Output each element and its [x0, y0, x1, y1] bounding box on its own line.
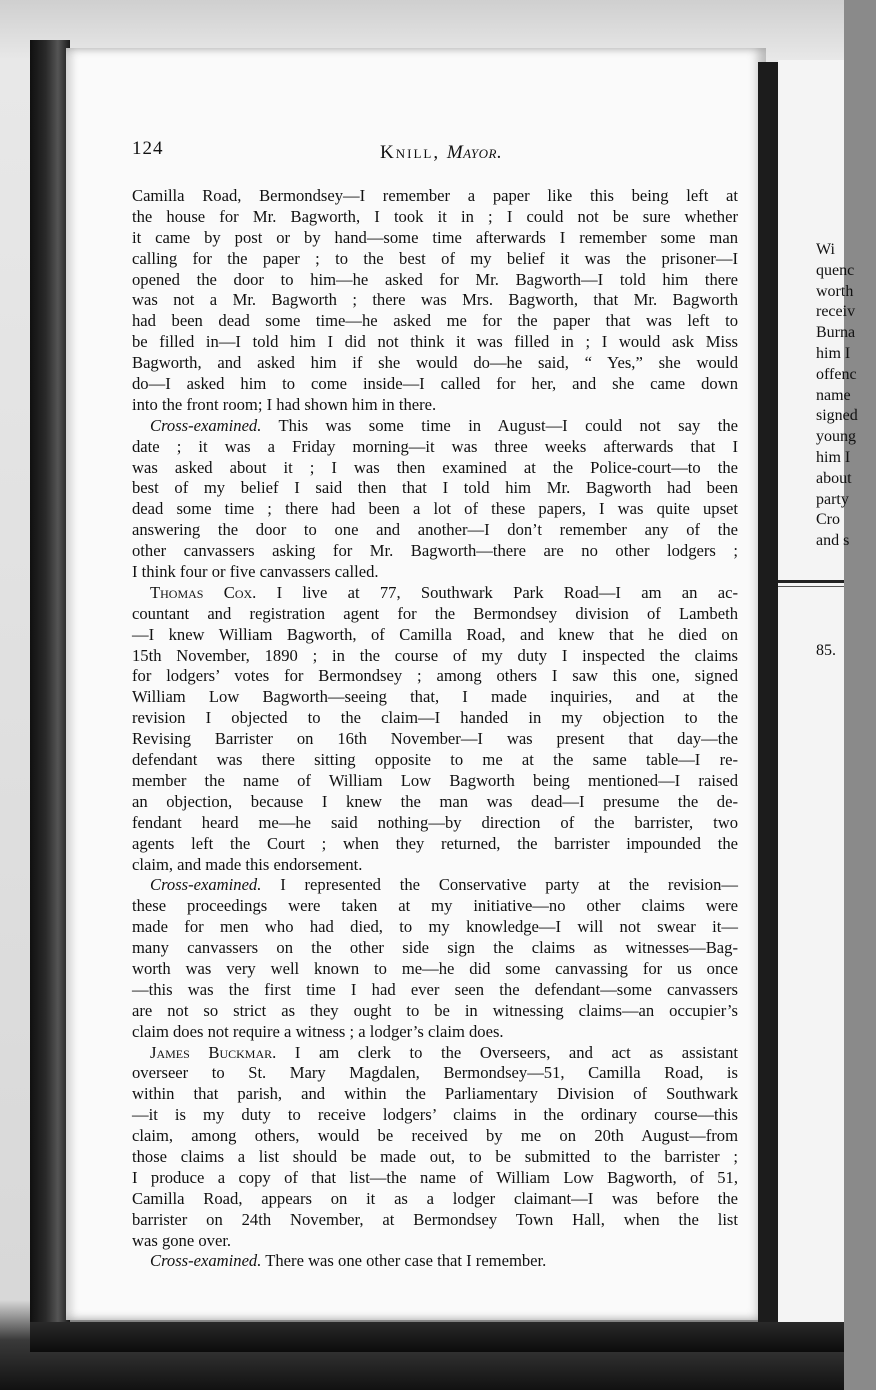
text-line: member the name of William Low Bagworth being mentioned—I raised [132, 770, 738, 790]
text-line: for lodgers’ votes for Bermondsey ; among others I saw this one, signed [132, 666, 738, 686]
text-line: Cross-examined. I represented the Conservative party at the revision— [150, 875, 738, 895]
text-line: Camilla Road, Bermondsey—I remember a paper like this being left at [132, 186, 738, 205]
book-bottom-edge [30, 1322, 844, 1352]
book-binding-left [30, 40, 70, 1340]
facing-page-text [816, 240, 876, 552]
text-line: was asked about it ; I was then examined at the Police-court—to the [132, 457, 738, 477]
text-line: other canvassers asking for Mr. Bagworth—there are no other lodgers ; [132, 541, 738, 561]
text-line: defendant was there sitting opposite to me at the same table—I re- [132, 750, 738, 770]
text-line: claim does not require a witness ; a lodger’s claim does. [132, 1021, 504, 1041]
running-title [380, 142, 502, 164]
text-line: Cross-examined. This was some time in August—I could not say the [150, 415, 738, 435]
text-line: had been dead some time—he asked me for the paper that was left to [132, 311, 738, 331]
text-line: answering the door to one and another—I don’t remember any of the [132, 520, 738, 540]
page-body-text [132, 186, 738, 1272]
facing-page-line: him I [816, 344, 851, 362]
text-line: overseer to St. Mary Magdalen, Bermondsey—51, Camilla Road, is [132, 1063, 738, 1083]
text-line: Revising Barrister on 16th November—I was present that day—the [132, 729, 738, 749]
text-line: Bagworth, and asked him if she would do—he said, “ Yes,” she would [132, 353, 738, 373]
text-line: countant and registration agent for the Bermondsey division of Lambeth [132, 603, 738, 623]
facing-page-line: about [816, 469, 852, 487]
text-line: date ; it was a Friday morning—it was three weeks afterwards that I [132, 436, 738, 456]
text-line: those claims a list should be made out, to be submitted to the barrister ; [132, 1146, 738, 1166]
text-line: calling for the paper ; to the best of my belief it was the prisoner—I [132, 248, 738, 268]
page-number: 124 [132, 138, 164, 159]
text-line: barrister on 24th November, at Bermondsey Town Hall, when the list [132, 1209, 738, 1229]
facing-page-line: Wi [816, 241, 835, 258]
text-line: Cross-examined. There was one other case that I remember. [150, 1251, 547, 1271]
text-line: made for men who had died, to my knowledge—I will not swear it— [132, 917, 738, 937]
text-line: these proceedings were taken at my initiative—no other claims were [132, 896, 738, 916]
text-line: within that parish, and within the Parliamentary Division of Southwark [132, 1084, 738, 1104]
facing-page-edge [778, 60, 858, 1324]
text-line: I produce a copy of that list—the name of William Low Bagworth, of 51, [132, 1167, 738, 1187]
facing-page-line: receiv [816, 303, 856, 321]
facing-page-line: Burna [816, 324, 856, 342]
running-title-office: Mayor. [446, 142, 503, 163]
text-line: Thomas Cox. I live at 77, Southwark Park Road—I am an ac- [150, 582, 738, 602]
facing-page-rule-thin [778, 586, 844, 587]
facing-page-line: party [816, 490, 849, 508]
text-line: —this was the first time I had ever seen the defendant—some canvassers [132, 979, 738, 999]
facing-page-rule [778, 580, 844, 583]
text-line: 15th November, 1890 ; in the course of my duty I inspected the claims [132, 645, 738, 665]
text-line: revision I objected to the claim—I handed in my objection to the [132, 708, 738, 728]
text-line: Camilla Road, appears on it as a lodger claimant—I was before the [132, 1188, 738, 1208]
text-line: are not so strict as they ought to be in witnessing claims—an occupier’s [132, 1000, 738, 1020]
facing-page-line: signed [816, 407, 858, 425]
text-line: do—I asked him to come inside—I called for her, and she came down [132, 374, 738, 394]
text-line: into the front room; I had shown him in there. [132, 394, 437, 414]
facing-page-line: him I [816, 448, 851, 466]
text-line: agents left the Court ; when they returned, the barrister impounded the [132, 833, 738, 853]
text-line: fendant heard me—he said nothing—by direction of the barrister, two [132, 812, 738, 832]
facing-page-line: worth [816, 282, 854, 300]
facing-page-case-number: 85. [816, 642, 836, 659]
page-header [132, 138, 736, 164]
text-line: the house for Mr. Bagworth, I took it in ; I could not be sure whether [132, 206, 738, 226]
text-line: claim, and made this endorsement. [132, 854, 363, 874]
text-line: was gone over. [132, 1230, 232, 1250]
text-line: James Buckmar. I am clerk to the Overseers, and act as assistant [150, 1042, 738, 1062]
text-line: I think four or five canvassers called. [132, 562, 379, 582]
text-line: William Low Bagworth—seeing that, I made inquiries, and at the [132, 687, 738, 707]
facing-page-line: quenc [816, 261, 855, 279]
text-line: claim, among others, would be received by me on 20th August—from [132, 1126, 738, 1146]
facing-page-line: name [816, 386, 851, 404]
text-line: worth was very well known to me—he did some canvassing for us once [132, 958, 738, 978]
text-line: —I knew William Bagworth, of Camilla Road, and knew that he died on [132, 624, 738, 644]
text-line: it came by post or by hand—some time afterwards I remember some man [132, 227, 738, 247]
facing-page-line: and s [816, 532, 850, 550]
facing-page-line: offenc [816, 365, 857, 383]
text-line: dead some time ; there had been a lot of these papers, I was quite upset [132, 499, 738, 519]
text-line: be filled in—I told him I did not think it was filled in ; I would ask Miss [132, 332, 738, 352]
text-line: an objection, because I knew the man was dead—I presume the de- [132, 791, 738, 811]
book-gutter [758, 62, 780, 1324]
facing-page-line: Cro [816, 511, 840, 529]
text-line: many canvassers on the other side sign the claims as witnesses—Bag- [132, 938, 738, 958]
facing-page-line: young [816, 428, 856, 446]
text-line: was not a Mr. Bagworth ; there was Mrs. Bagworth, that Mr. Bagworth [132, 290, 738, 310]
text-line: best of my belief I said then that I told him Mr. Bagworth had been [132, 478, 738, 498]
text-line: opened the door to him—he asked for Mr. Bagworth—I told him there [132, 269, 738, 289]
running-title-name: Knill, [380, 142, 441, 163]
text-line: —it is my duty to receive lodgers’ claims in the ordinary course—this [132, 1105, 738, 1125]
